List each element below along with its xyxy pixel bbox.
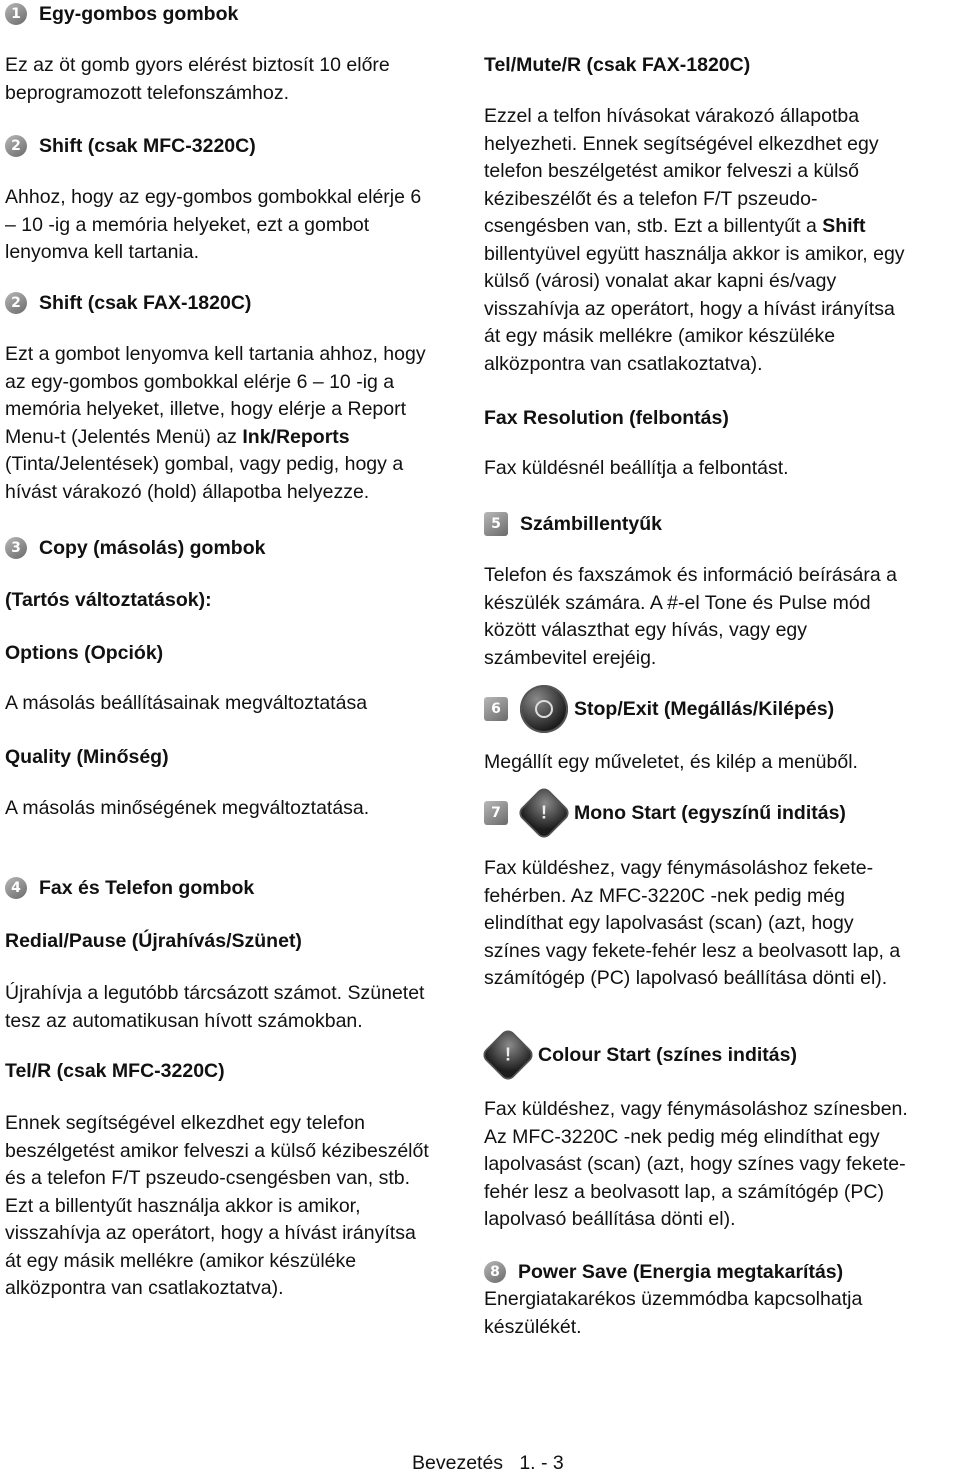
section-5-title: Számbillentyűk	[520, 513, 662, 535]
number-badge-7: 7	[484, 801, 508, 825]
redial-pause-text: Újrahívja a legutóbb tárcsázott számot. Szünetet tesz az automatikusan hívott számokban.	[5, 982, 425, 1032]
options-heading: Options (Opciók)	[5, 642, 164, 664]
ink-reports-key: Ink/Reports	[242, 425, 350, 448]
tel-r-heading: Tel/R (csak MFC-3220C)	[5, 1060, 225, 1082]
section-8-title: Power Save (Energia megtakarítás)	[518, 1261, 844, 1283]
tel-mute-heading: Tel/Mute/R (csak FAX-1820C)	[484, 54, 751, 76]
permanent-changes-heading: (Tartós változtatások):	[5, 589, 212, 611]
section-4-title: Fax és Telefon gombok	[39, 877, 255, 899]
footer-section: Bevezetés	[412, 1452, 504, 1474]
section-2b-title: Shift (csak FAX-1820C)	[39, 292, 252, 314]
shift-key: Shift	[822, 215, 866, 237]
section-2b-text: Ezt a gombot lenyomva kell tartania ahhoz, hogy az egy-gombos gombokkal elérje 6 – 10 -ig a memória helyeket, illetve, hogy elérje a Report Menu-t (Jelentés Menü) az Ink/Reports (Tinta/Jelentések) gombal, vagy pedig, hogy a hívást várakozó (hold) állapotba helyezze.	[5, 343, 426, 503]
number-badge-1: 1	[5, 3, 27, 25]
section-3-title: Copy (másolás) gombok	[39, 537, 266, 559]
section-7-text: Fax küldéshez, vagy fénymásoláshoz fekete- fehérben. Az MFC-3220C -nek pedig még elindíthat egy lapolvasást (scan) (azt, hogy színes vagy fekete-fehér lesz a beolvasott lap, a számítógép (PC) lapolvasó beállítása dönti el).	[484, 857, 901, 989]
section-5-heading	[484, 511, 662, 537]
section-3-heading	[5, 535, 265, 561]
number-badge-2: 2	[5, 135, 27, 157]
colour-start-button-icon	[480, 1027, 536, 1083]
section-2a-title: Shift (csak MFC-3220C)	[39, 135, 256, 157]
number-badge-6: 6	[484, 697, 508, 721]
section-8-text: Energiatakarékos üzemmódba kapcsolhatja készülékét.	[484, 1288, 863, 1338]
section-2a-text: Ahhoz, hogy az egy-gombos gombokkal elérje 6 – 10 -ig a memória helyeket, ezt a gombot lenyomva kell tartania.	[5, 186, 422, 263]
footer-page-number: 1. - 3	[519, 1452, 564, 1474]
tel-r-text: Ennek segítségével elkezdhet egy telefon beszélgetést amikor felveszi a külső kézibeszélőt és a telefon F/T pszeudo-csengésben van, stb. Ezt a billentyűt használja akkor is amikor, visszahívja az operátort, hogy a hívást irányítsa át egy másik mellékre (amikor készüléke alközpontra van csatlakoztatva).	[5, 1112, 429, 1299]
section-1-heading	[5, 1, 238, 27]
section-8-heading	[484, 1259, 843, 1285]
quality-text: A másolás minőségének megváltoztatása.	[5, 797, 370, 819]
number-badge-4: 4	[5, 877, 27, 899]
section-6-title: Stop/Exit (Megállás/Kilépés)	[574, 698, 835, 720]
section-6-text: Megállít egy műveletet, és kilép a menüből.	[484, 751, 858, 773]
section-6-heading	[484, 685, 834, 733]
redial-pause-heading: Redial/Pause (Újrahívás/Szünet)	[5, 930, 302, 952]
section-2a-heading	[5, 133, 256, 159]
section-5-text: Telefon és faxszámok és információ beírására a készülék számára. A #-el Tone és Pulse mód között választhat egy hívás, vagy egy számbevitel erejéig.	[484, 564, 897, 669]
section-2b-heading	[5, 290, 251, 316]
section-7-heading	[484, 789, 846, 837]
fax-resolution-heading: Fax Resolution (felbontás)	[484, 407, 729, 429]
number-badge-2: 2	[5, 292, 27, 314]
section-1-title: Egy-gombos gombok	[39, 3, 239, 25]
options-text: A másolás beállításainak megváltoztatása	[5, 692, 368, 714]
mono-start-button-icon	[516, 785, 572, 841]
tel-mute-text: Ezzel a telfon hívásokat várakozó állapotba helyezheti. Ennek segítségével elkezdhet egy telefon beszélgetést amikor felveszi a külső kézibeszélőt és a telefon F/T pszeudo- csengésben van, stb. Ezt a billentyűt a Shift billentyüvel együtt használja akkor is amikor, egy külső (városi) vonalat akar kapni és/vagy visszahívja az operátort, hogy a hívást irányítsa át egy másik mellékre (amikor készüléke alközpontra van csatlakoztatva).	[484, 105, 905, 375]
colour-start-heading	[484, 1031, 797, 1079]
stop-exit-button-icon	[520, 685, 568, 733]
colour-start-text: Fax küldéshez, vagy fénymásoláshoz színesben. Az MFC-3220C -nek pedig még elindíthat egy lapolvasást (scan) (azt, hogy színes vagy fekete- fehér lesz a beolvasott lap, a számítógép (PC) lapolvasó beállítása dönti el).	[484, 1098, 908, 1230]
section-1-text: Ez az öt gomb gyors elérést biztosít 10 előre beprogramozott telefonszámhoz.	[5, 54, 390, 104]
section-7-title: Mono Start (egyszínű inditás)	[574, 802, 846, 824]
page-footer	[412, 1452, 564, 1475]
number-badge-3: 3	[5, 537, 27, 559]
section-4-heading	[5, 875, 254, 901]
number-badge-5: 5	[484, 512, 508, 536]
fax-resolution-text: Fax küldésnél beállítja a felbontást.	[484, 457, 789, 479]
number-badge-8: 8	[484, 1261, 506, 1283]
quality-heading: Quality (Minőség)	[5, 746, 169, 768]
colour-start-title: Colour Start (színes inditás)	[538, 1044, 797, 1066]
